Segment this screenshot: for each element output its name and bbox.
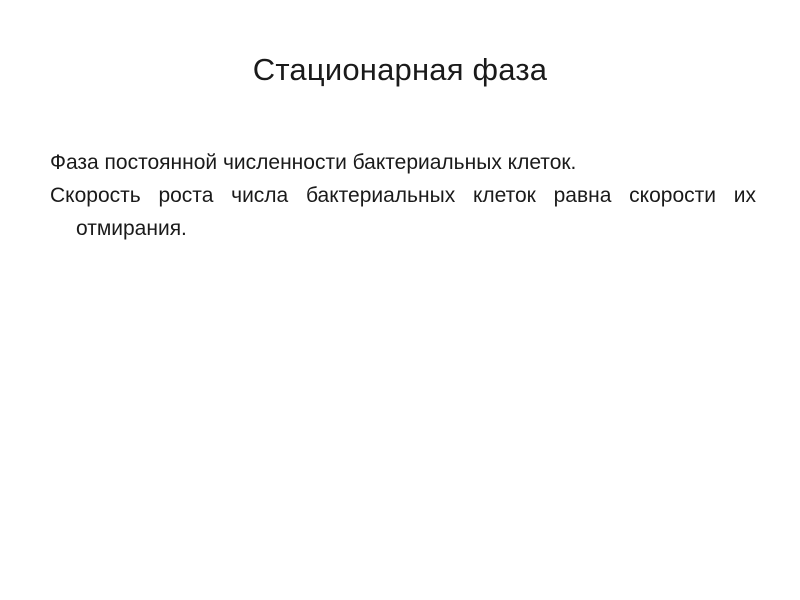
slide-title: Стационарная фаза — [252, 52, 548, 87]
slide-body — [50, 146, 756, 245]
paragraph-1: Фаза постоянной численности бактериальных клеток. — [50, 151, 577, 174]
paragraph-2: Скорость роста числа бактериальных клеток равна скорости их отмирания. — [50, 184, 756, 240]
